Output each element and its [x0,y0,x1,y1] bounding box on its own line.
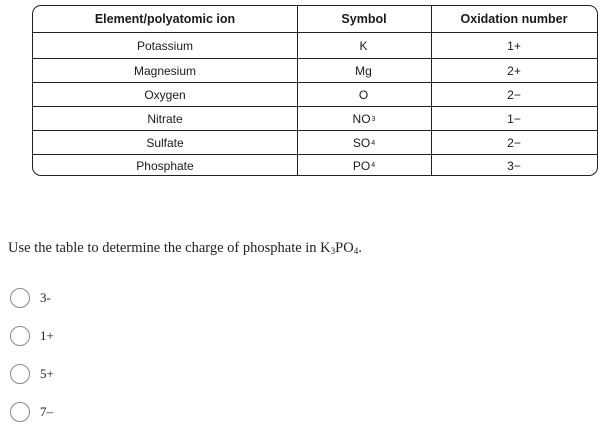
cell-symbol: SO 4 [352,136,376,150]
cell-element: Phosphate [136,158,194,173]
cell-oxidation: 1− [507,112,521,126]
answer-option[interactable] [10,402,53,422]
cell-symbol: NO 3 [352,112,376,126]
cell-oxidation: 2− [507,136,521,150]
answer-option[interactable] [10,364,54,384]
cell-symbol: Mg [355,64,372,78]
cell-symbol: PO 4 [352,158,376,173]
header-symbol: Symbol [341,12,387,26]
cell-element: Magnesium [133,64,197,78]
cell-symbol: K [359,39,368,53]
answer-option[interactable] [10,288,51,308]
ion-table [32,5,598,176]
cell-element: Potassium [136,39,194,53]
cell-oxidation: 2+ [507,64,521,78]
cell-element: Sulfate [146,136,184,150]
cell-oxidation: 2− [507,88,521,102]
header-element: Element/polyatomic ion [94,12,236,26]
answer-option[interactable] [10,326,54,346]
answer-label: 7– [40,404,53,419]
cell-element: Oxygen [144,88,186,102]
cell-symbol: O [358,88,369,102]
answer-label: 3- [40,290,51,305]
radio-button[interactable] [10,364,30,384]
radio-button[interactable] [10,402,30,422]
header-oxidation-number: Oxidation number [460,12,568,26]
radio-button[interactable] [10,288,30,308]
answer-label: 1+ [40,328,54,343]
cell-oxidation: 3− [507,158,521,173]
cell-element: Nitrate [147,112,183,126]
question-text: Use the table to determine the charge of phosphate in K3PO4. [8,240,362,256]
radio-button[interactable] [10,326,30,346]
cell-oxidation: 1+ [507,39,521,53]
answer-label: 5+ [40,366,54,381]
